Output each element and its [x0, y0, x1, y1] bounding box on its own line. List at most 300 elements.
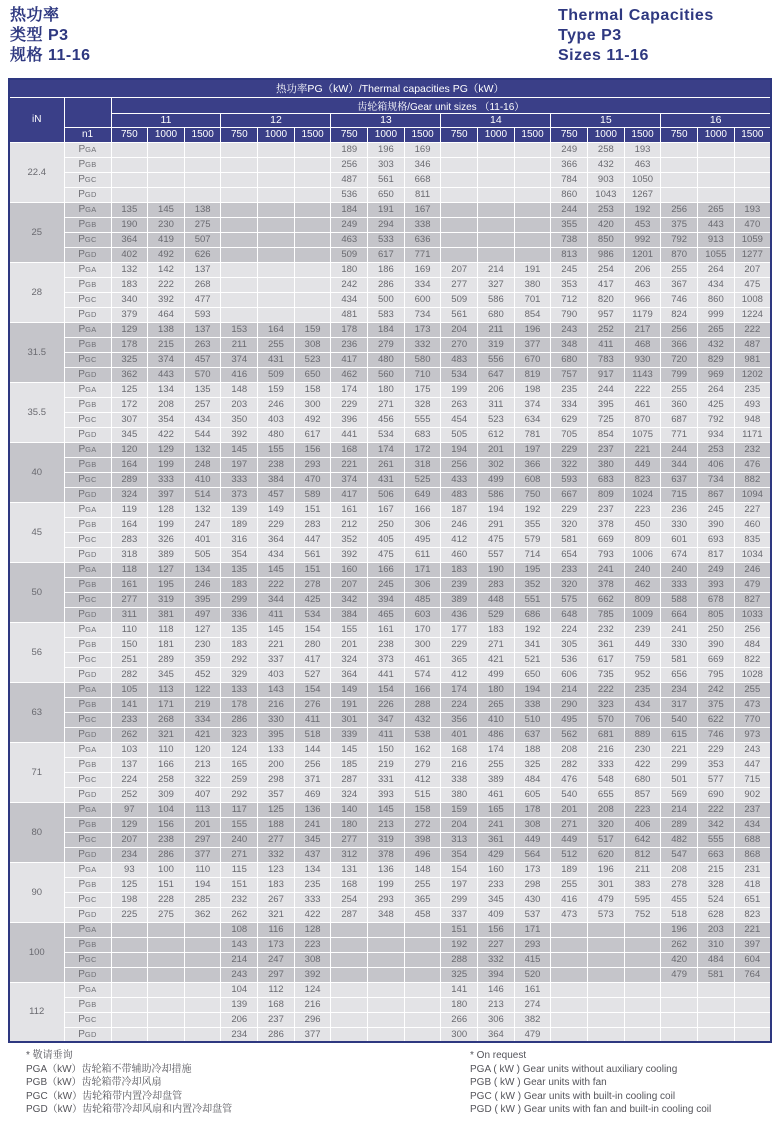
value-cell — [514, 232, 551, 247]
value-cell: 507 — [184, 232, 221, 247]
value-cell: 573 — [588, 907, 625, 922]
value-cell: 345 — [111, 427, 148, 442]
value-cell: 233 — [111, 712, 148, 727]
value-cell: 110 — [111, 622, 148, 637]
value-cell: 258 — [148, 772, 185, 787]
value-cell: 324 — [111, 487, 148, 502]
value-cell: 145 — [258, 622, 295, 637]
value-cell: 241 — [294, 817, 331, 832]
value-cell: 795 — [698, 667, 735, 682]
value-cell: 219 — [368, 757, 405, 772]
value-cell: 764 — [734, 967, 771, 982]
value-cell: 277 — [331, 832, 368, 847]
value-cell: 206 — [221, 1012, 258, 1027]
value-cell: 128 — [148, 502, 185, 517]
data-row — [9, 967, 771, 982]
value-cell: 277 — [441, 277, 478, 292]
value-cell: 586 — [478, 292, 515, 307]
data-row — [9, 427, 771, 442]
value-cell — [514, 247, 551, 262]
value-cell: 551 — [514, 592, 551, 607]
value-cell: 398 — [404, 832, 441, 847]
value-cell: 380 — [588, 457, 625, 472]
value-cell — [514, 172, 551, 187]
data-row — [9, 322, 771, 337]
value-cell: 248 — [184, 457, 221, 472]
value-cell — [148, 187, 185, 202]
value-cell: 120 — [111, 442, 148, 457]
footnotes — [8, 1049, 772, 1117]
value-cell: 293 — [294, 457, 331, 472]
value-cell: 135 — [221, 622, 258, 637]
footnote-en-pgc: PGC ( kW ) Gear units with built-in cooling coil — [470, 1090, 676, 1102]
value-cell: 617 — [368, 247, 405, 262]
value-cell — [221, 307, 258, 322]
value-cell: 422 — [294, 907, 331, 922]
value-cell — [184, 172, 221, 187]
value-cell — [148, 172, 185, 187]
value-cell: 145 — [258, 562, 295, 577]
value-cell: 222 — [148, 277, 185, 292]
size-header-15: 15 — [551, 113, 661, 127]
pg-label-cell: PGB — [64, 997, 111, 1012]
value-cell: 289 — [148, 652, 185, 667]
value-cell: 688 — [734, 832, 771, 847]
value-cell: 215 — [148, 337, 185, 352]
value-cell: 225 — [111, 907, 148, 922]
value-cell: 346 — [404, 157, 441, 172]
value-cell: 476 — [734, 457, 771, 472]
value-cell: 663 — [698, 847, 735, 862]
in-header: iN — [9, 97, 64, 142]
value-cell: 606 — [551, 667, 588, 682]
value-cell: 221 — [661, 742, 698, 757]
value-cell: 461 — [624, 397, 661, 412]
title-en-line1: Thermal Capacities — [558, 7, 714, 24]
size-header-11: 11 — [111, 113, 221, 127]
value-cell: 217 — [624, 322, 661, 337]
value-cell: 245 — [698, 502, 735, 517]
value-cell: 229 — [331, 397, 368, 412]
value-cell: 651 — [734, 892, 771, 907]
data-row — [9, 487, 771, 502]
value-cell — [478, 247, 515, 262]
value-cell: 208 — [588, 802, 625, 817]
value-cell — [661, 982, 698, 997]
value-cell: 139 — [221, 502, 258, 517]
value-cell: 184 — [331, 202, 368, 217]
value-cell — [111, 1012, 148, 1027]
value-cell: 196 — [588, 862, 625, 877]
value-cell — [588, 1027, 625, 1042]
value-cell: 1034 — [734, 547, 771, 562]
value-cell: 192 — [441, 937, 478, 952]
value-cell: 501 — [661, 772, 698, 787]
value-cell: 393 — [698, 577, 735, 592]
value-cell: 432 — [698, 337, 735, 352]
value-cell — [404, 952, 441, 967]
value-cell: 286 — [258, 1027, 295, 1042]
value-cell — [184, 157, 221, 172]
pg-label-cell: PGB — [64, 397, 111, 412]
value-cell — [588, 922, 625, 937]
value-cell: 412 — [404, 772, 441, 787]
value-cell: 155 — [221, 817, 258, 832]
value-cell: 1267 — [624, 187, 661, 202]
pg-label-cell: PGD — [64, 847, 111, 862]
value-cell: 746 — [661, 292, 698, 307]
value-cell: 380 — [514, 277, 551, 292]
value-cell: 299 — [441, 892, 478, 907]
value-cell: 389 — [148, 547, 185, 562]
value-cell: 298 — [258, 772, 295, 787]
value-cell: 476 — [551, 772, 588, 787]
pg-label-cell: PGC — [64, 592, 111, 607]
value-cell: 323 — [221, 727, 258, 742]
value-cell: 297 — [258, 967, 295, 982]
value-cell: 185 — [331, 757, 368, 772]
value-cell: 326 — [148, 532, 185, 547]
value-cell: 255 — [258, 337, 295, 352]
value-cell: 913 — [698, 232, 735, 247]
value-cell: 461 — [404, 652, 441, 667]
value-cell: 251 — [111, 652, 148, 667]
value-cell: 1202 — [734, 367, 771, 382]
value-cell — [221, 232, 258, 247]
value-cell: 870 — [661, 247, 698, 262]
value-cell: 183 — [111, 277, 148, 292]
footnote-zh-pgd: PGD（kW）齿轮箱带冷却风扇和内置冷却盘管 — [26, 1104, 233, 1115]
value-cell: 216 — [258, 697, 295, 712]
value-cell: 813 — [551, 247, 588, 262]
value-cell: 138 — [184, 202, 221, 217]
value-cell: 268 — [148, 712, 185, 727]
value-cell: 403 — [258, 412, 295, 427]
value-cell: 374 — [514, 397, 551, 412]
value-cell: 463 — [624, 157, 661, 172]
value-cell: 973 — [734, 727, 771, 742]
value-cell: 345 — [148, 667, 185, 682]
value-cell: 342 — [698, 817, 735, 832]
value-cell: 247 — [184, 517, 221, 532]
value-cell: 678 — [698, 592, 735, 607]
value-cell: 318 — [404, 457, 441, 472]
value-cell: 255 — [404, 877, 441, 892]
data-row — [9, 157, 771, 172]
value-cell: 411 — [258, 607, 295, 622]
value-cell: 650 — [294, 367, 331, 382]
value-cell: 447 — [294, 532, 331, 547]
pg-label-cell: PGA — [64, 982, 111, 997]
value-cell — [368, 922, 405, 937]
value-cell: 579 — [514, 532, 551, 547]
value-cell: 145 — [148, 202, 185, 217]
value-cell: 823 — [734, 907, 771, 922]
value-cell: 156 — [294, 442, 331, 457]
value-cell: 283 — [294, 517, 331, 532]
data-row — [9, 517, 771, 532]
value-cell — [258, 262, 295, 277]
value-cell: 512 — [551, 847, 588, 862]
value-cell: 104 — [148, 802, 185, 817]
value-cell: 757 — [551, 367, 588, 382]
value-cell: 889 — [624, 727, 661, 742]
value-cell: 333 — [588, 757, 625, 772]
n1-header: n1 — [64, 127, 111, 142]
value-cell: 555 — [698, 832, 735, 847]
footnote-en-pga: PGA ( kW ) Gear units without auxiliary cooling — [470, 1063, 678, 1075]
value-cell: 197 — [441, 877, 478, 892]
data-row — [9, 697, 771, 712]
value-cell — [294, 157, 331, 172]
value-cell: 244 — [551, 202, 588, 217]
value-cell: 686 — [514, 607, 551, 622]
pg-label-cell: PGB — [64, 337, 111, 352]
value-cell: 183 — [258, 877, 295, 892]
data-row — [9, 667, 771, 682]
value-cell: 239 — [624, 622, 661, 637]
value-cell — [698, 1012, 735, 1027]
value-cell: 362 — [111, 367, 148, 382]
value-cell: 201 — [478, 442, 515, 457]
value-cell — [184, 142, 221, 157]
value-cell: 417 — [331, 352, 368, 367]
data-row — [9, 757, 771, 772]
value-cell: 250 — [368, 517, 405, 532]
pg-label-cell: PGB — [64, 757, 111, 772]
value-cell: 393 — [368, 787, 405, 802]
value-cell: 870 — [624, 412, 661, 427]
value-cell: 191 — [331, 697, 368, 712]
value-cell: 231 — [734, 862, 771, 877]
value-cell: 556 — [478, 352, 515, 367]
value-cell: 759 — [624, 652, 661, 667]
value-cell: 173 — [258, 937, 295, 952]
value-cell: 734 — [698, 472, 735, 487]
value-cell: 165 — [221, 757, 258, 772]
value-cell: 463 — [331, 232, 368, 247]
value-cell: 195 — [514, 562, 551, 577]
value-cell: 462 — [331, 367, 368, 382]
value-cell: 449 — [624, 637, 661, 652]
value-cell — [441, 142, 478, 157]
value-cell — [148, 937, 185, 952]
value-cell: 306 — [404, 577, 441, 592]
value-cell: 561 — [368, 172, 405, 187]
value-cell: 255 — [551, 877, 588, 892]
value-cell: 230 — [624, 742, 661, 757]
value-cell: 242 — [331, 277, 368, 292]
value-cell: 473 — [734, 697, 771, 712]
value-cell: 354 — [148, 412, 185, 427]
footnote-zh-asterisk: * 敬请垂询 — [26, 1050, 73, 1061]
data-row — [9, 247, 771, 262]
value-cell: 417 — [588, 277, 625, 292]
in-cell: 31.5 — [9, 322, 64, 382]
value-cell: 192 — [514, 502, 551, 517]
pg-label-cell: PGB — [64, 577, 111, 592]
value-cell: 277 — [258, 832, 295, 847]
value-cell: 411 — [294, 712, 331, 727]
value-cell — [661, 1012, 698, 1027]
data-row — [9, 142, 771, 157]
value-cell: 312 — [331, 847, 368, 862]
value-cell: 1059 — [734, 232, 771, 247]
value-cell: 234 — [221, 1027, 258, 1042]
value-cell: 191 — [514, 262, 551, 277]
value-cell: 620 — [588, 847, 625, 862]
value-cell: 221 — [734, 922, 771, 937]
pg-label-cell: PGC — [64, 892, 111, 907]
value-cell: 460 — [734, 517, 771, 532]
value-cell: 520 — [514, 967, 551, 982]
value-cell: 178 — [331, 322, 368, 337]
value-cell: 783 — [588, 352, 625, 367]
speed-header: 1500 — [184, 127, 221, 142]
value-cell: 243 — [551, 322, 588, 337]
value-cell: 882 — [734, 472, 771, 487]
value-cell: 339 — [331, 727, 368, 742]
value-cell: 600 — [404, 292, 441, 307]
value-cell — [368, 937, 405, 952]
value-cell: 171 — [404, 562, 441, 577]
value-cell: 261 — [368, 457, 405, 472]
value-cell: 159 — [441, 802, 478, 817]
value-cell: 216 — [294, 997, 331, 1012]
value-cell: 479 — [661, 967, 698, 982]
value-cell: 392 — [221, 427, 258, 442]
value-cell: 366 — [551, 157, 588, 172]
value-cell: 303 — [368, 157, 405, 172]
value-cell: 575 — [551, 592, 588, 607]
value-cell: 378 — [588, 577, 625, 592]
value-cell: 300 — [441, 1027, 478, 1042]
value-cell: 432 — [404, 712, 441, 727]
value-cell — [734, 187, 771, 202]
value-cell: 487 — [331, 172, 368, 187]
value-cell: 667 — [551, 487, 588, 502]
value-cell: 172 — [404, 442, 441, 457]
value-cell — [624, 952, 661, 967]
value-cell: 581 — [551, 532, 588, 547]
value-cell: 669 — [588, 532, 625, 547]
value-cell: 447 — [734, 757, 771, 772]
value-cell: 216 — [588, 742, 625, 757]
value-cell — [404, 997, 441, 1012]
value-cell — [221, 187, 258, 202]
value-cell: 93 — [111, 862, 148, 877]
value-cell: 277 — [111, 592, 148, 607]
value-cell: 238 — [368, 637, 405, 652]
value-cell: 139 — [221, 997, 258, 1012]
in-cell: 35.5 — [9, 382, 64, 442]
value-cell: 366 — [514, 457, 551, 472]
speed-header: 750 — [661, 127, 698, 142]
value-cell: 305 — [551, 637, 588, 652]
value-cell: 434 — [698, 277, 735, 292]
value-cell: 212 — [331, 517, 368, 532]
value-cell: 246 — [441, 517, 478, 532]
value-cell — [111, 967, 148, 982]
value-cell: 480 — [368, 352, 405, 367]
value-cell: 410 — [184, 472, 221, 487]
data-row — [9, 367, 771, 382]
value-cell: 327 — [478, 277, 515, 292]
value-cell: 252 — [588, 322, 625, 337]
value-cell: 690 — [698, 787, 735, 802]
value-cell: 771 — [404, 247, 441, 262]
value-cell — [221, 247, 258, 262]
data-row — [9, 652, 771, 667]
value-cell: 615 — [661, 727, 698, 742]
value-cell: 395 — [588, 397, 625, 412]
value-cell: 321 — [258, 907, 295, 922]
pg-label-cell: PGA — [64, 562, 111, 577]
speed-header: 750 — [111, 127, 148, 142]
in-cell: 90 — [9, 862, 64, 922]
value-cell: 100 — [148, 862, 185, 877]
value-cell: 562 — [551, 727, 588, 742]
value-cell: 290 — [551, 697, 588, 712]
value-cell: 484 — [698, 952, 735, 967]
data-row — [9, 397, 771, 412]
speed-header: 750 — [221, 127, 258, 142]
data-row — [9, 832, 771, 847]
value-cell: 328 — [404, 397, 441, 412]
value-cell: 324 — [331, 652, 368, 667]
value-cell — [441, 157, 478, 172]
value-cell: 181 — [148, 637, 185, 652]
value-cell: 125 — [111, 382, 148, 397]
value-cell: 664 — [661, 607, 698, 622]
value-cell: 352 — [331, 532, 368, 547]
value-cell: 214 — [551, 682, 588, 697]
value-cell: 246 — [258, 397, 295, 412]
value-cell: 132 — [111, 262, 148, 277]
value-cell: 325 — [111, 352, 148, 367]
value-cell: 127 — [148, 562, 185, 577]
value-cell: 389 — [478, 772, 515, 787]
pg-label-cell: PGD — [64, 367, 111, 382]
value-cell — [551, 997, 588, 1012]
value-cell: 518 — [661, 907, 698, 922]
footnote-en-pgd: PGD ( kW ) Gear units with fan and built-in cooling coil — [470, 1104, 712, 1115]
value-cell — [294, 217, 331, 232]
size-header-16: 16 — [661, 113, 771, 127]
value-cell: 397 — [734, 937, 771, 952]
value-cell — [184, 952, 221, 967]
in-cell: 71 — [9, 742, 64, 802]
value-cell: 131 — [331, 862, 368, 877]
value-cell: 350 — [221, 412, 258, 427]
value-cell: 189 — [331, 142, 368, 157]
value-cell: 429 — [478, 847, 515, 862]
value-cell: 581 — [698, 967, 735, 982]
value-cell: 282 — [111, 667, 148, 682]
value-cell: 354 — [221, 547, 258, 562]
value-cell: 278 — [661, 877, 698, 892]
pg-label-cell: PGC — [64, 232, 111, 247]
pg-label-cell: PGA — [64, 502, 111, 517]
value-cell — [441, 202, 478, 217]
value-cell: 649 — [404, 487, 441, 502]
value-cell: 681 — [588, 727, 625, 742]
value-cell — [698, 997, 735, 1012]
value-cell — [661, 157, 698, 172]
value-cell: 199 — [148, 457, 185, 472]
value-cell — [111, 172, 148, 187]
value-cell: 313 — [441, 832, 478, 847]
